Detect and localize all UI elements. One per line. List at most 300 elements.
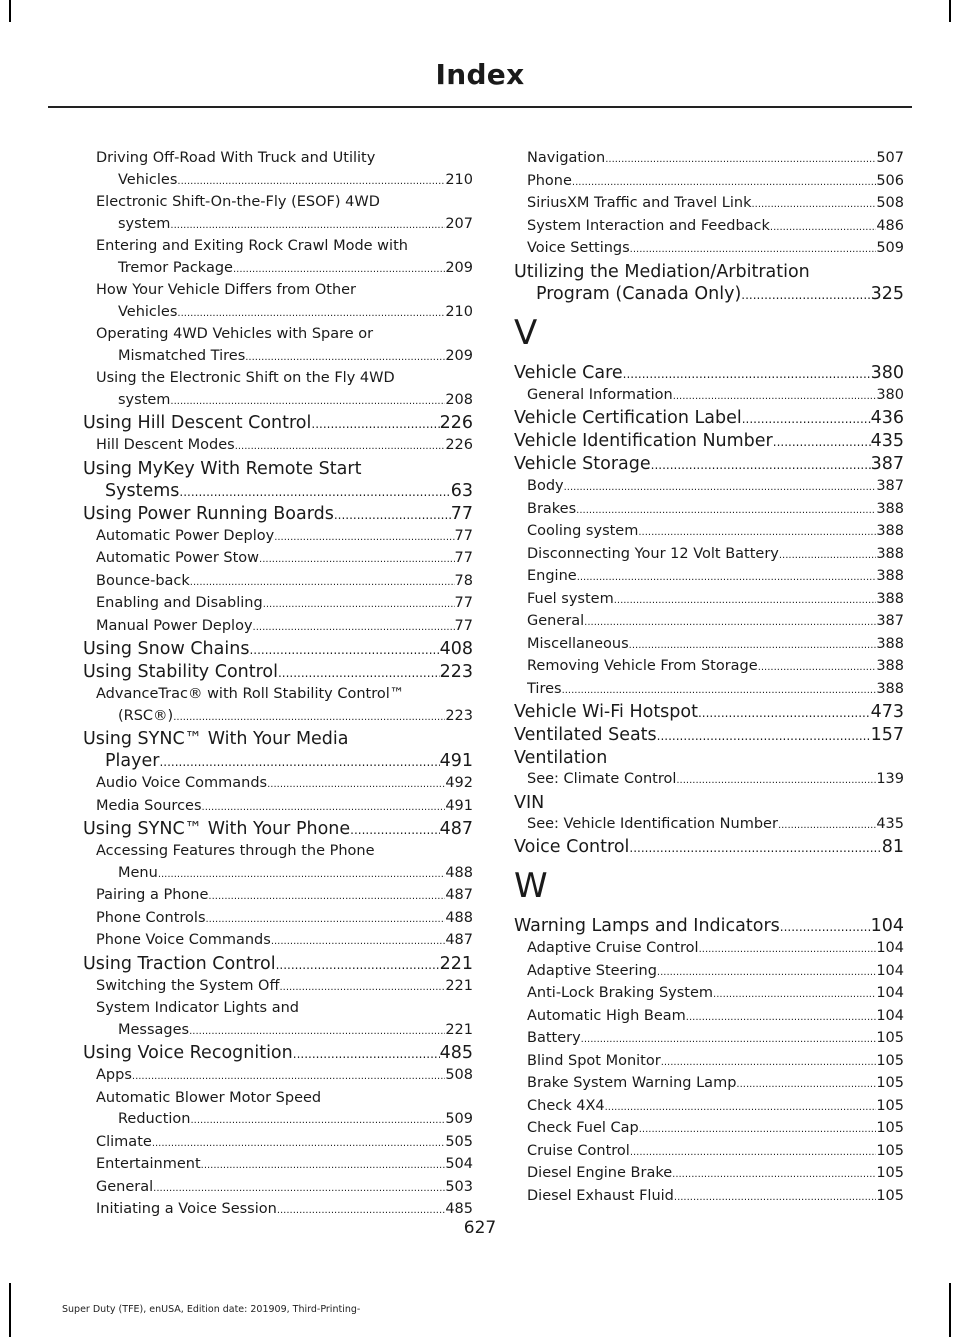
dot-leader	[159, 750, 439, 773]
entry-text: Hill Descent Modes	[96, 437, 235, 453]
entry-line	[96, 148, 473, 170]
entry-text: Driving Off-Road With Truck and Utility	[96, 150, 376, 166]
index-entry[interactable]	[83, 412, 473, 435]
dot-leader	[657, 961, 876, 984]
index-subentry[interactable]	[514, 171, 904, 194]
page-ref[interactable]: 507	[876, 150, 904, 166]
page-ref[interactable]: 380	[876, 386, 904, 403]
index-subentry[interactable]	[83, 908, 473, 931]
index-entry[interactable]	[514, 747, 904, 769]
page-ref[interactable]: 78	[454, 572, 473, 589]
index-entry[interactable]	[514, 701, 904, 724]
entry-line	[83, 638, 473, 661]
dot-leader	[311, 412, 439, 435]
page-ref[interactable]: 473	[870, 702, 904, 722]
index-entry[interactable]	[83, 818, 473, 841]
entry-text: Voice Control	[514, 837, 630, 857]
entry-text: General Information	[527, 386, 673, 403]
page-ref[interactable]: 223	[445, 707, 473, 724]
index-column-right	[514, 148, 904, 1208]
index-entry[interactable]	[83, 953, 473, 976]
dot-leader	[132, 1065, 445, 1088]
index-subentry[interactable]	[514, 238, 904, 261]
page-ref[interactable]: 506	[876, 172, 904, 189]
page-ref[interactable]: 77	[450, 503, 473, 524]
entry-text: Using the Electronic Shift on the Fly 4WD	[96, 370, 395, 386]
page-ref[interactable]: 104	[876, 940, 904, 956]
index-subentry[interactable]	[514, 385, 904, 408]
entry-text: Enabling and Disabling	[96, 595, 263, 611]
page-ref[interactable]: 388	[876, 590, 904, 607]
index-subentry[interactable]	[83, 593, 473, 616]
entry-line	[96, 258, 473, 281]
dot-leader	[177, 170, 445, 193]
index-entry[interactable]	[514, 453, 904, 476]
entry-text: Using Power Running Boards	[83, 503, 334, 524]
entry-line	[527, 589, 904, 612]
entry-line	[527, 544, 904, 567]
section-letter: V	[514, 312, 538, 353]
index-subentry[interactable]	[514, 634, 904, 657]
index-subentry[interactable]	[83, 368, 473, 412]
page-ref[interactable]: 104	[876, 1007, 904, 1024]
page-ref[interactable]: 226	[439, 413, 473, 433]
dot-leader	[334, 503, 451, 526]
dot-leader	[672, 1163, 876, 1186]
entry-line	[527, 679, 904, 702]
entry-line	[527, 193, 904, 216]
entry-line	[514, 283, 904, 306]
entry-line	[83, 750, 473, 773]
entry-line	[96, 998, 473, 1020]
index-subentry[interactable]	[83, 1065, 473, 1088]
index-subentry[interactable]	[514, 656, 904, 679]
index-subentry[interactable]	[83, 841, 473, 885]
dot-leader	[201, 1154, 446, 1177]
page-number: 627	[463, 1218, 497, 1238]
page-ref[interactable]: 505	[445, 1133, 473, 1150]
entry-text: Systems	[105, 480, 180, 501]
dot-leader	[576, 499, 876, 522]
entry-text: Operating 4WD Vehicles with Spare or	[96, 326, 374, 342]
index-entry[interactable]	[514, 915, 904, 938]
index-subentry[interactable]	[83, 773, 473, 796]
dot-leader	[350, 818, 439, 841]
index-subentry[interactable]	[514, 544, 904, 567]
entry-text: Using Snow Chains	[83, 639, 250, 659]
dot-leader	[293, 1042, 440, 1065]
dot-leader	[581, 1028, 877, 1051]
dot-leader	[736, 1073, 876, 1096]
dot-leader	[206, 908, 446, 931]
index-subentry[interactable]	[83, 998, 473, 1042]
dot-leader	[780, 915, 871, 938]
page-ref[interactable]: 485	[445, 1201, 473, 1217]
index-subentry[interactable]	[514, 983, 904, 1006]
entry-line	[527, 769, 904, 792]
index-entry[interactable]	[514, 430, 904, 453]
entry-line	[96, 526, 473, 549]
index-subentry[interactable]	[83, 976, 473, 999]
dot-leader	[698, 701, 871, 724]
page-ref[interactable]: 157	[870, 725, 904, 745]
entry-line	[96, 324, 473, 346]
index-subentry[interactable]	[514, 476, 904, 499]
index-subentry[interactable]	[83, 280, 473, 324]
index-entry[interactable]	[83, 638, 473, 661]
page-ref[interactable]: 488	[445, 909, 473, 926]
dot-leader	[673, 385, 877, 408]
index-entry[interactable]	[514, 836, 904, 859]
index-subentry[interactable]	[83, 796, 473, 819]
dot-leader	[614, 589, 877, 612]
page-ref[interactable]: 408	[439, 639, 473, 659]
index-entry[interactable]	[83, 503, 473, 526]
dot-leader	[263, 593, 455, 616]
entry-line	[96, 1109, 473, 1132]
entry-line	[527, 238, 904, 261]
page-ref[interactable]: 105	[876, 1075, 904, 1091]
page-ref[interactable]: 435	[870, 431, 904, 451]
index-entry[interactable]	[514, 362, 904, 385]
crop-mark-bottom-left	[9, 1283, 11, 1337]
page-ref[interactable]: 388	[876, 635, 904, 652]
index-subentry[interactable]	[83, 1177, 473, 1200]
dot-leader	[676, 769, 876, 792]
page-ref[interactable]: 388	[876, 658, 904, 674]
entry-line	[527, 656, 904, 679]
index-subentry[interactable]	[514, 961, 904, 984]
entry-line	[83, 818, 473, 841]
entry-line	[96, 368, 473, 390]
page-ref[interactable]: 221	[439, 953, 473, 974]
page-ref[interactable]: 105	[876, 1097, 904, 1114]
dot-leader	[630, 1141, 877, 1164]
page-ref[interactable]: 207	[445, 215, 473, 232]
page-ref[interactable]: 436	[870, 408, 904, 428]
page-ref[interactable]: 491	[445, 797, 473, 814]
entry-line	[96, 706, 473, 729]
index-subentry[interactable]	[83, 1132, 473, 1155]
page-ref[interactable]: 388	[876, 545, 904, 562]
entry-text: Cruise Control	[527, 1142, 630, 1159]
index-subentry[interactable]	[83, 930, 473, 953]
dot-leader	[661, 1051, 877, 1074]
entry-line	[527, 961, 904, 984]
entry-line	[96, 170, 473, 193]
index-subentry[interactable]	[83, 1088, 473, 1132]
entry-line	[96, 930, 473, 953]
index-subentry[interactable]	[83, 684, 473, 728]
page-ref[interactable]: 105	[876, 1052, 904, 1069]
dot-leader	[158, 863, 446, 886]
index-subentry[interactable]	[83, 548, 473, 571]
page-ref[interactable]: 487	[445, 887, 473, 903]
page-ref[interactable]: 485	[439, 1043, 473, 1063]
entry-text: Diesel Exhaust Fluid	[527, 1187, 674, 1204]
index-entry[interactable]	[514, 792, 904, 814]
page-ref[interactable]: 488	[445, 864, 473, 881]
dot-leader	[276, 953, 440, 976]
entry-text: Ventilation	[514, 748, 608, 768]
entry-line	[96, 976, 473, 999]
page-ref[interactable]: 509	[445, 1111, 473, 1127]
page-ref[interactable]: 81	[881, 837, 904, 857]
index-subentry[interactable]	[514, 148, 904, 171]
entry-text: Using Voice Recognition	[83, 1043, 293, 1063]
dot-leader	[191, 1109, 446, 1132]
page-ref[interactable]: 209	[445, 347, 473, 364]
entry-text: Phone	[527, 172, 572, 189]
dot-leader	[657, 724, 871, 747]
entry-text: Using Stability Control	[83, 662, 278, 682]
entry-line	[96, 1132, 473, 1155]
entry-text: Automatic Power Deploy	[96, 527, 275, 544]
entry-line	[527, 1141, 904, 1164]
index-subentry[interactable]	[514, 1073, 904, 1096]
index-subentry[interactable]	[83, 616, 473, 639]
dot-leader	[279, 976, 445, 999]
index-entry[interactable]	[83, 1042, 473, 1065]
page-ref[interactable]: 387	[870, 454, 904, 474]
entry-text: Vehicle Certification Label	[514, 408, 742, 428]
entry-line	[527, 1118, 904, 1141]
entry-line	[527, 1096, 904, 1119]
entry-text: Brake System Warning Lamp	[527, 1075, 737, 1091]
page-ref[interactable]: 105	[876, 1120, 904, 1136]
index-subentry[interactable]	[514, 1141, 904, 1164]
dot-leader	[208, 885, 445, 908]
page-ref[interactable]: 388	[876, 500, 904, 517]
page-ref[interactable]: 209	[445, 259, 473, 276]
dot-leader	[779, 544, 876, 567]
page-ref[interactable]: 105	[876, 1165, 904, 1181]
page-ref[interactable]: 77	[454, 527, 473, 544]
index-subentry[interactable]	[514, 1051, 904, 1074]
index-subentry[interactable]	[514, 589, 904, 612]
page-ref[interactable]: 504	[445, 1156, 473, 1172]
index-entry[interactable]	[83, 728, 473, 773]
page-title: Index	[435, 58, 525, 91]
page-ref[interactable]: 387	[876, 613, 904, 629]
dot-leader	[177, 302, 445, 325]
index-subentry[interactable]	[83, 324, 473, 368]
page-ref[interactable]: 77	[454, 595, 473, 611]
entry-line	[96, 1177, 473, 1200]
dot-leader	[778, 814, 876, 837]
entry-text: How Your Vehicle Differs from Other	[96, 282, 357, 298]
dot-leader	[699, 938, 877, 961]
index-entry[interactable]	[514, 724, 904, 747]
index-subentry[interactable]	[514, 216, 904, 239]
entry-text: Using SYNC™ With Your Media	[83, 729, 349, 749]
entry-text: See: Climate Control	[527, 771, 677, 787]
page-ref[interactable]: 105	[876, 1187, 904, 1204]
dot-leader	[170, 214, 445, 237]
index-subentry[interactable]	[514, 679, 904, 702]
page-ref[interactable]: 487	[445, 932, 473, 948]
index-subentry[interactable]	[514, 938, 904, 961]
page-ref[interactable]: 77	[454, 550, 473, 566]
entry-text: Automatic Blower Motor Speed	[96, 1089, 322, 1106]
dot-leader	[274, 526, 454, 549]
entry-line	[96, 616, 473, 639]
dot-leader	[271, 930, 446, 953]
entry-text: General	[96, 1178, 154, 1195]
entry-text: Audio Voice Commands	[96, 775, 268, 791]
entry-text: system	[118, 215, 171, 232]
index-subentry[interactable]	[83, 1154, 473, 1177]
index-subentry[interactable]	[514, 1096, 904, 1119]
index-subentry[interactable]	[83, 192, 473, 236]
index-subentry[interactable]	[514, 566, 904, 589]
index-subentry[interactable]	[514, 814, 904, 837]
dot-leader	[674, 1186, 876, 1209]
page-ref[interactable]: 77	[454, 617, 473, 634]
page-ref[interactable]: 104	[876, 962, 904, 979]
page-ref[interactable]: 492	[445, 775, 473, 791]
index-subentry[interactable]	[514, 1006, 904, 1029]
page-ref[interactable]: 63	[450, 480, 473, 501]
page-ref[interactable]: 435	[876, 815, 904, 832]
index-subentry[interactable]	[514, 499, 904, 522]
index-subentry[interactable]	[514, 521, 904, 544]
entry-line	[96, 885, 473, 908]
entry-line	[96, 214, 473, 237]
page-ref[interactable]: 486	[876, 217, 904, 234]
dot-leader	[202, 796, 446, 819]
entry-line	[514, 724, 904, 747]
entry-line	[83, 728, 473, 750]
index-subentry[interactable]	[514, 769, 904, 792]
entry-text: Phone Voice Commands	[96, 932, 271, 948]
index-subentry[interactable]	[83, 526, 473, 549]
index-subentry[interactable]	[514, 193, 904, 216]
page-ref[interactable]: 388	[876, 523, 904, 539]
entry-text: Vehicles	[118, 303, 178, 320]
entry-text: Cooling system	[527, 523, 639, 539]
entry-text: Automatic High Beam	[527, 1007, 686, 1024]
entry-line	[514, 261, 904, 283]
page-ref[interactable]: 388	[876, 568, 904, 584]
page-ref[interactable]: 105	[876, 1142, 904, 1159]
index-subentry[interactable]	[83, 435, 473, 458]
page-ref[interactable]: 223	[439, 662, 473, 682]
page-ref[interactable]: 380	[870, 362, 904, 383]
page-ref[interactable]: 208	[445, 391, 473, 408]
entry-text: Tremor Package	[118, 259, 233, 276]
entry-text: Tires	[527, 680, 562, 697]
entry-line	[83, 480, 473, 503]
page-ref[interactable]: 503	[445, 1178, 473, 1195]
entry-text: Using SYNC™ With Your Phone	[83, 819, 351, 839]
entry-text: AdvanceTrac® with Roll Stability Control™	[96, 686, 405, 702]
page-ref[interactable]: 491	[439, 751, 473, 771]
page-ref[interactable]: 325	[870, 283, 904, 304]
page-ref[interactable]: 508	[876, 195, 904, 211]
dot-leader	[153, 1177, 445, 1200]
entry-line	[527, 1163, 904, 1186]
entry-line	[96, 1020, 473, 1043]
index-subentry[interactable]	[83, 148, 473, 192]
dot-leader	[152, 1132, 446, 1155]
entry-text: Electronic Shift-On-the-Fly (ESOF) 4WD	[96, 194, 380, 210]
index-subentry[interactable]	[83, 571, 473, 594]
entry-text: VIN	[514, 792, 545, 813]
entry-line	[527, 1186, 904, 1209]
entry-line	[514, 453, 904, 476]
entry-line	[96, 302, 473, 325]
dot-leader	[651, 453, 871, 476]
page-ref[interactable]: 226	[445, 437, 473, 453]
dot-leader	[770, 216, 876, 239]
entry-text: Check 4X4	[527, 1097, 605, 1114]
index-entry[interactable]	[83, 458, 473, 503]
entry-text: SiriusXM Traffic and Travel Link	[527, 195, 752, 211]
entry-text: Switching the System Off	[96, 977, 280, 994]
entry-text: Reduction	[118, 1111, 191, 1127]
index-subentry[interactable]	[514, 611, 904, 634]
page-ref[interactable]: 105	[876, 1030, 904, 1046]
page-ref[interactable]: 221	[445, 1021, 473, 1038]
entry-line	[527, 634, 904, 657]
entry-text: Adaptive Steering	[527, 962, 657, 979]
page-ref[interactable]: 388	[876, 680, 904, 697]
dot-leader	[249, 638, 439, 661]
page-ref[interactable]: 509	[876, 240, 904, 256]
entry-text: Bounce-back	[96, 572, 190, 589]
page-ref[interactable]: 139	[876, 771, 904, 787]
dot-leader	[233, 258, 445, 281]
dot-leader	[278, 661, 440, 684]
crop-mark-top-left	[9, 0, 11, 22]
entry-line	[96, 593, 473, 616]
index-subentry[interactable]	[514, 1163, 904, 1186]
index-subentry[interactable]	[83, 885, 473, 908]
page-ref[interactable]: 104	[870, 916, 904, 936]
entry-line	[527, 1073, 904, 1096]
entry-line	[96, 1154, 473, 1177]
page-ref[interactable]: 221	[445, 977, 473, 994]
page-ref[interactable]: 210	[445, 303, 473, 320]
entry-line	[527, 983, 904, 1006]
entry-text: Navigation	[527, 150, 606, 166]
page-ref[interactable]: 387	[876, 478, 904, 494]
entry-line	[527, 148, 904, 171]
dot-leader	[773, 430, 871, 453]
index-entry[interactable]	[514, 261, 904, 306]
header-rule	[48, 106, 912, 108]
entry-line	[96, 841, 473, 863]
entry-text: Program (Canada Only)	[536, 283, 742, 304]
entry-line	[96, 684, 473, 706]
entry-text: Ventilated Seats	[514, 725, 657, 745]
index-entry[interactable]	[83, 661, 473, 684]
index-entry[interactable]	[514, 407, 904, 430]
index-subentry[interactable]	[514, 1118, 904, 1141]
index-subentry[interactable]	[83, 236, 473, 280]
page-ref[interactable]: 210	[445, 171, 473, 188]
dot-leader	[253, 616, 455, 639]
entry-line	[83, 953, 473, 976]
entry-line	[527, 499, 904, 522]
page-ref[interactable]: 508	[445, 1067, 473, 1083]
index-subentry[interactable]	[514, 1186, 904, 1209]
entry-line	[83, 661, 473, 684]
page-ref[interactable]: 487	[439, 819, 473, 839]
index-subentry[interactable]	[514, 1028, 904, 1051]
page-ref[interactable]: 104	[876, 985, 904, 1001]
